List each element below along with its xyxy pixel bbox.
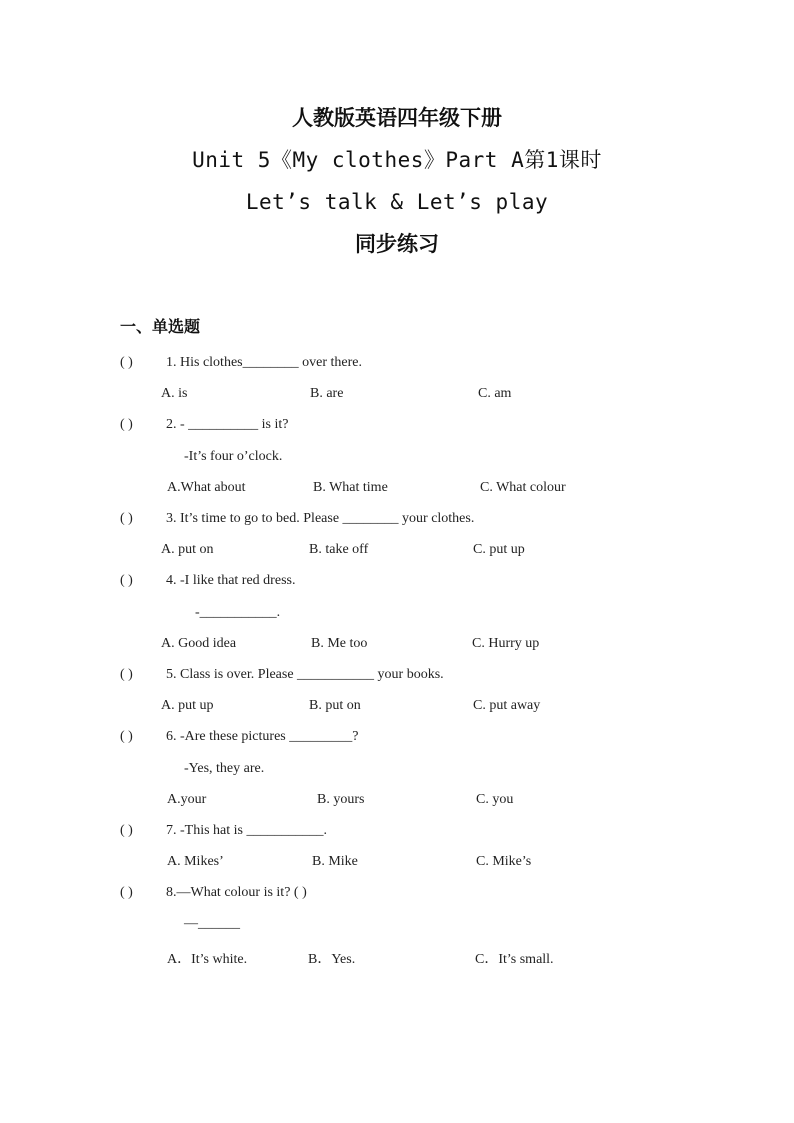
option-a[interactable]: A．It’s white.: [167, 952, 248, 967]
section-heading: 一、单选题: [120, 317, 201, 336]
question-text: 1. His clothes________ over there.: [166, 355, 362, 370]
option-c[interactable]: C. What colour: [480, 480, 566, 495]
option-a[interactable]: A. is: [161, 386, 188, 401]
question-text: 3. It’s time to go to bed. Please ________ your clothes.: [166, 511, 475, 526]
question-text: 5. Class is over. Please ___________ your books.: [166, 667, 444, 682]
dialogue-reply: —______: [184, 916, 240, 931]
answer-blank[interactable]: ( ): [120, 729, 133, 744]
question-text: 4. -I like that red dress.: [166, 573, 296, 588]
option-b[interactable]: B. What time: [313, 480, 388, 495]
option-b[interactable]: B．Yes.: [308, 952, 356, 967]
unit-title: Unit 5《My clothes》Part A第1课时: [192, 148, 602, 172]
option-a[interactable]: A. put up: [161, 698, 214, 713]
answer-blank[interactable]: ( ): [120, 573, 133, 588]
option-c[interactable]: C. you: [476, 792, 514, 807]
option-c[interactable]: C. Mike’s: [476, 854, 532, 869]
question-text: 6. -Are these pictures _________?: [166, 729, 359, 744]
worksheet-header: [0, 101, 794, 269]
question-text: 8.—What colour is it? ( ): [166, 885, 307, 900]
option-a[interactable]: A.your: [167, 792, 207, 807]
option-c[interactable]: C. am: [478, 386, 512, 401]
option-a[interactable]: A. Good idea: [161, 636, 237, 651]
dialogue-reply: -It’s four o’clock.: [184, 449, 283, 464]
option-b[interactable]: B. are: [310, 386, 344, 401]
exercise-title: 同步练习: [355, 231, 439, 256]
question-text: 2. - __________ is it?: [166, 417, 289, 432]
option-a[interactable]: A. put on: [161, 542, 214, 557]
answer-blank[interactable]: ( ): [120, 885, 133, 900]
option-a[interactable]: A.What about: [167, 480, 246, 495]
book-title: 人教版英语四年级下册: [292, 105, 502, 130]
option-a[interactable]: A. Mikes’: [167, 854, 224, 869]
option-c[interactable]: C. put away: [473, 698, 541, 713]
option-c[interactable]: C．It’s small.: [475, 952, 554, 967]
option-c[interactable]: C. Hurry up: [472, 636, 540, 651]
question-text: 7. -This hat is ___________.: [166, 823, 327, 838]
option-b[interactable]: B. Mike: [312, 854, 358, 869]
option-b[interactable]: B. Me too: [311, 636, 368, 651]
answer-blank[interactable]: ( ): [120, 511, 133, 526]
answer-blank[interactable]: ( ): [120, 355, 133, 370]
dialogue-reply: -Yes, they are.: [184, 761, 265, 776]
option-b[interactable]: B. yours: [317, 792, 365, 807]
answer-blank[interactable]: ( ): [120, 417, 133, 432]
answer-blank[interactable]: ( ): [120, 667, 133, 682]
dialogue-reply: -___________.: [195, 605, 281, 620]
answer-blank[interactable]: ( ): [120, 823, 133, 838]
lesson-title: Let’s talk & Let’s play: [245, 190, 549, 214]
option-b[interactable]: B. take off: [309, 542, 369, 557]
option-c[interactable]: C. put up: [473, 542, 525, 557]
option-b[interactable]: B. put on: [309, 698, 361, 713]
